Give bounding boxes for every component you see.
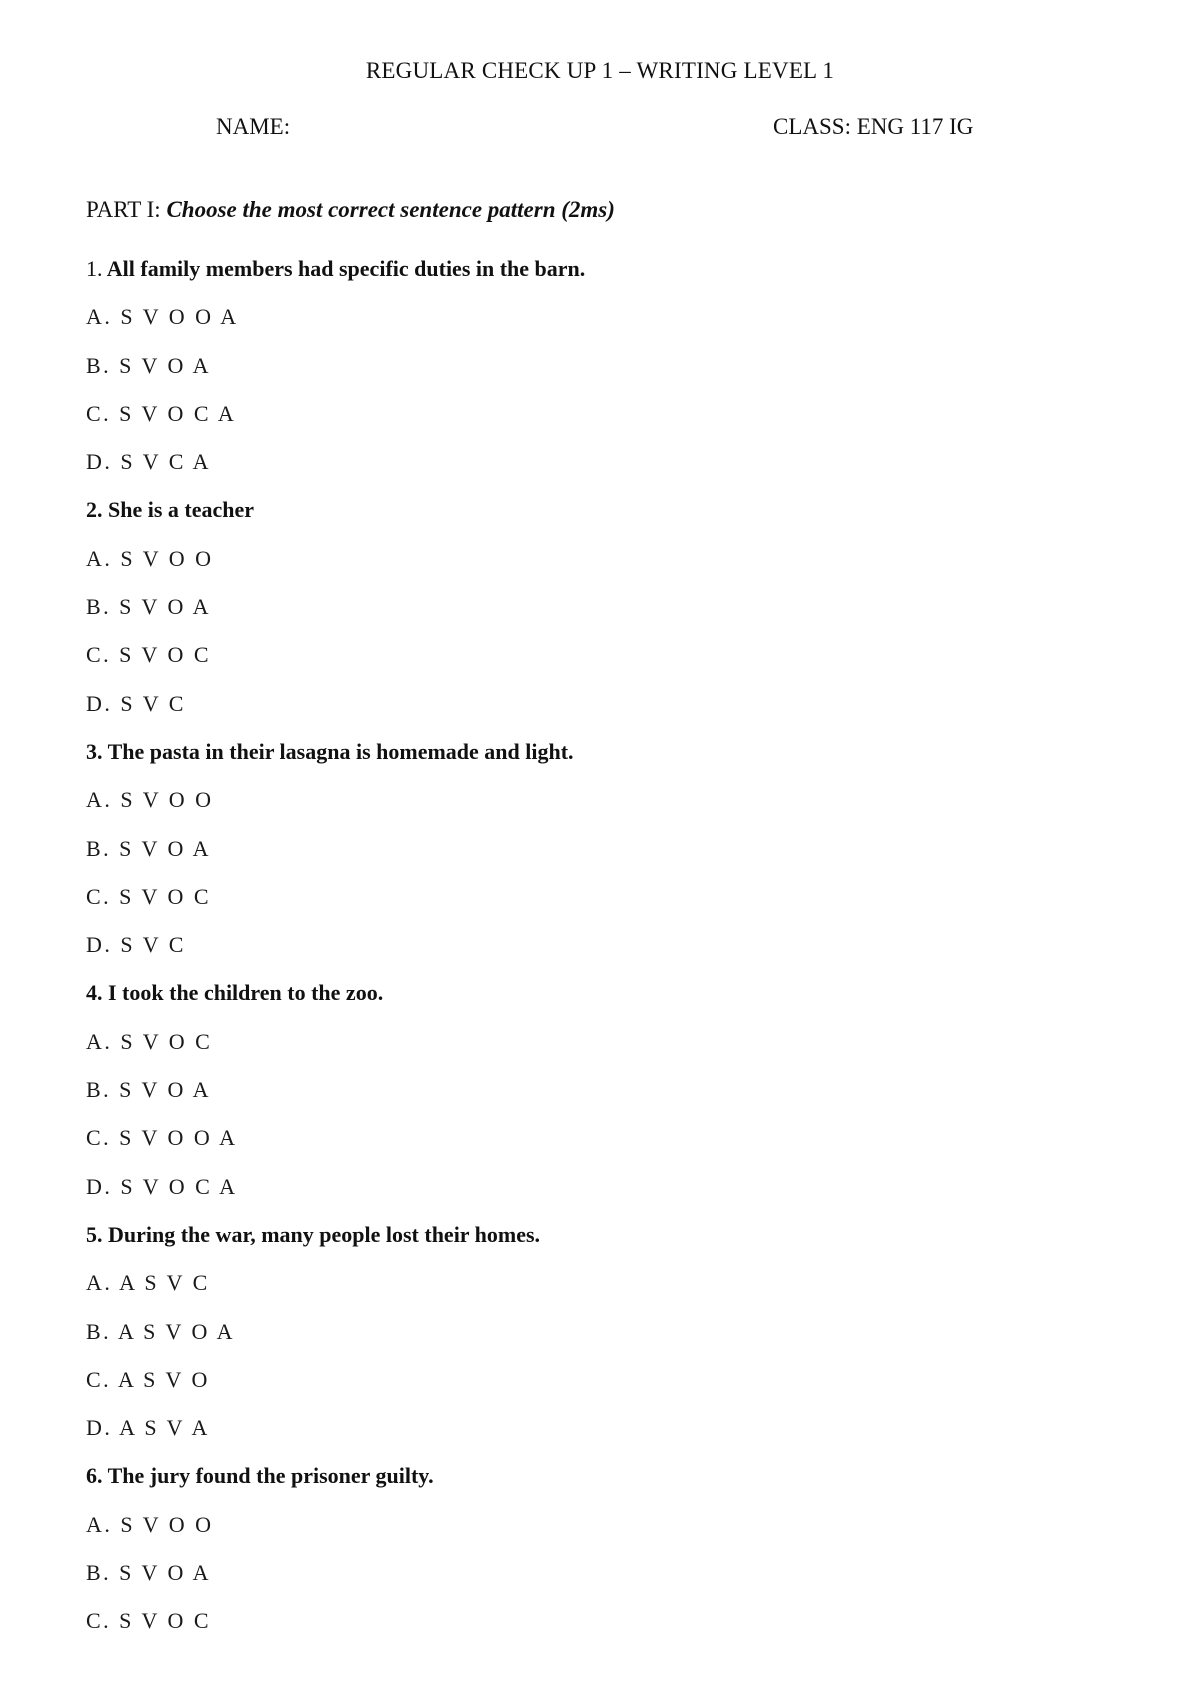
answer-option-a: A. S V O C xyxy=(86,1028,213,1054)
part-heading xyxy=(86,197,615,223)
question-number: 4. xyxy=(86,980,103,1006)
answer-option-b: B. S V O A xyxy=(86,1560,212,1586)
answer-option-a: A. S V O O xyxy=(86,545,214,571)
name-label: NAME: xyxy=(216,114,291,139)
answer-option-d: D. S V C A xyxy=(86,449,212,475)
question-text xyxy=(86,1463,1116,1511)
answer-option-d: D. A S V A xyxy=(86,1415,210,1441)
question-number: 6. xyxy=(86,1463,103,1489)
question-stem: I took the children to the zoo. xyxy=(108,980,384,1006)
answer-option-b: B. S V O A xyxy=(86,1077,212,1103)
question-stem: During the war, many people lost their homes. xyxy=(108,1221,541,1247)
part-instruction: Choose the most correct sentence pattern (2ms) xyxy=(166,197,615,222)
question-stem: The pasta in their lasagna is homemade and light. xyxy=(107,738,574,764)
question-number: 3. xyxy=(86,738,103,764)
answer-option-d: D. S V C xyxy=(86,932,186,958)
question-text xyxy=(86,980,1116,1028)
question-text xyxy=(86,1222,1116,1270)
question-stem: All family members had specific duties in the barn. xyxy=(106,256,586,281)
answer-option-c: C. A S V O xyxy=(86,1366,210,1392)
class-label: CLASS: ENG 117 IG xyxy=(773,114,974,139)
question-4 xyxy=(86,980,1116,1221)
answer-option-a: A. S V O O xyxy=(86,787,214,813)
document-title: REGULAR CHECK UP 1 – WRITING LEVEL 1 xyxy=(365,58,835,83)
question-number: 2. xyxy=(86,497,103,523)
question-list xyxy=(86,256,1116,1657)
question-stem: The jury found the prisoner guilty. xyxy=(107,1463,434,1489)
answer-option-b: B. A S V O A xyxy=(86,1318,236,1344)
answer-option-d: D. S V O C A xyxy=(86,1173,238,1199)
answer-option-c: C. S V O C xyxy=(86,642,212,668)
question-text xyxy=(86,739,1116,787)
question-text xyxy=(86,497,1116,545)
answer-option-c: C. S V O O A xyxy=(86,1125,238,1151)
question-5 xyxy=(86,1222,1116,1463)
answer-option-b: B. S V O A xyxy=(86,594,212,620)
question-text xyxy=(86,256,1116,304)
answer-option-c: C. S V O C xyxy=(86,1608,212,1634)
question-6 xyxy=(86,1463,1116,1656)
answer-option-a: A. A S V C xyxy=(86,1270,210,1296)
answer-option-b: B. S V O A xyxy=(86,352,212,378)
answer-option-a: A. S V O O A xyxy=(86,304,239,330)
question-number: 1. xyxy=(86,256,103,281)
answer-option-d: D. S V C xyxy=(86,690,186,716)
answer-option-c: C. S V O C xyxy=(86,883,212,909)
question-stem: She is a teacher xyxy=(108,497,255,523)
question-2 xyxy=(86,497,1116,738)
answer-option-b: B. S V O A xyxy=(86,835,212,861)
question-number: 5. xyxy=(86,1221,103,1247)
answer-option-c: C. S V O C A xyxy=(86,400,237,426)
question-3 xyxy=(86,739,1116,980)
question-1 xyxy=(86,256,1116,497)
answer-option-a: A. S V O O xyxy=(86,1511,214,1537)
part-label: PART I: xyxy=(86,197,167,222)
